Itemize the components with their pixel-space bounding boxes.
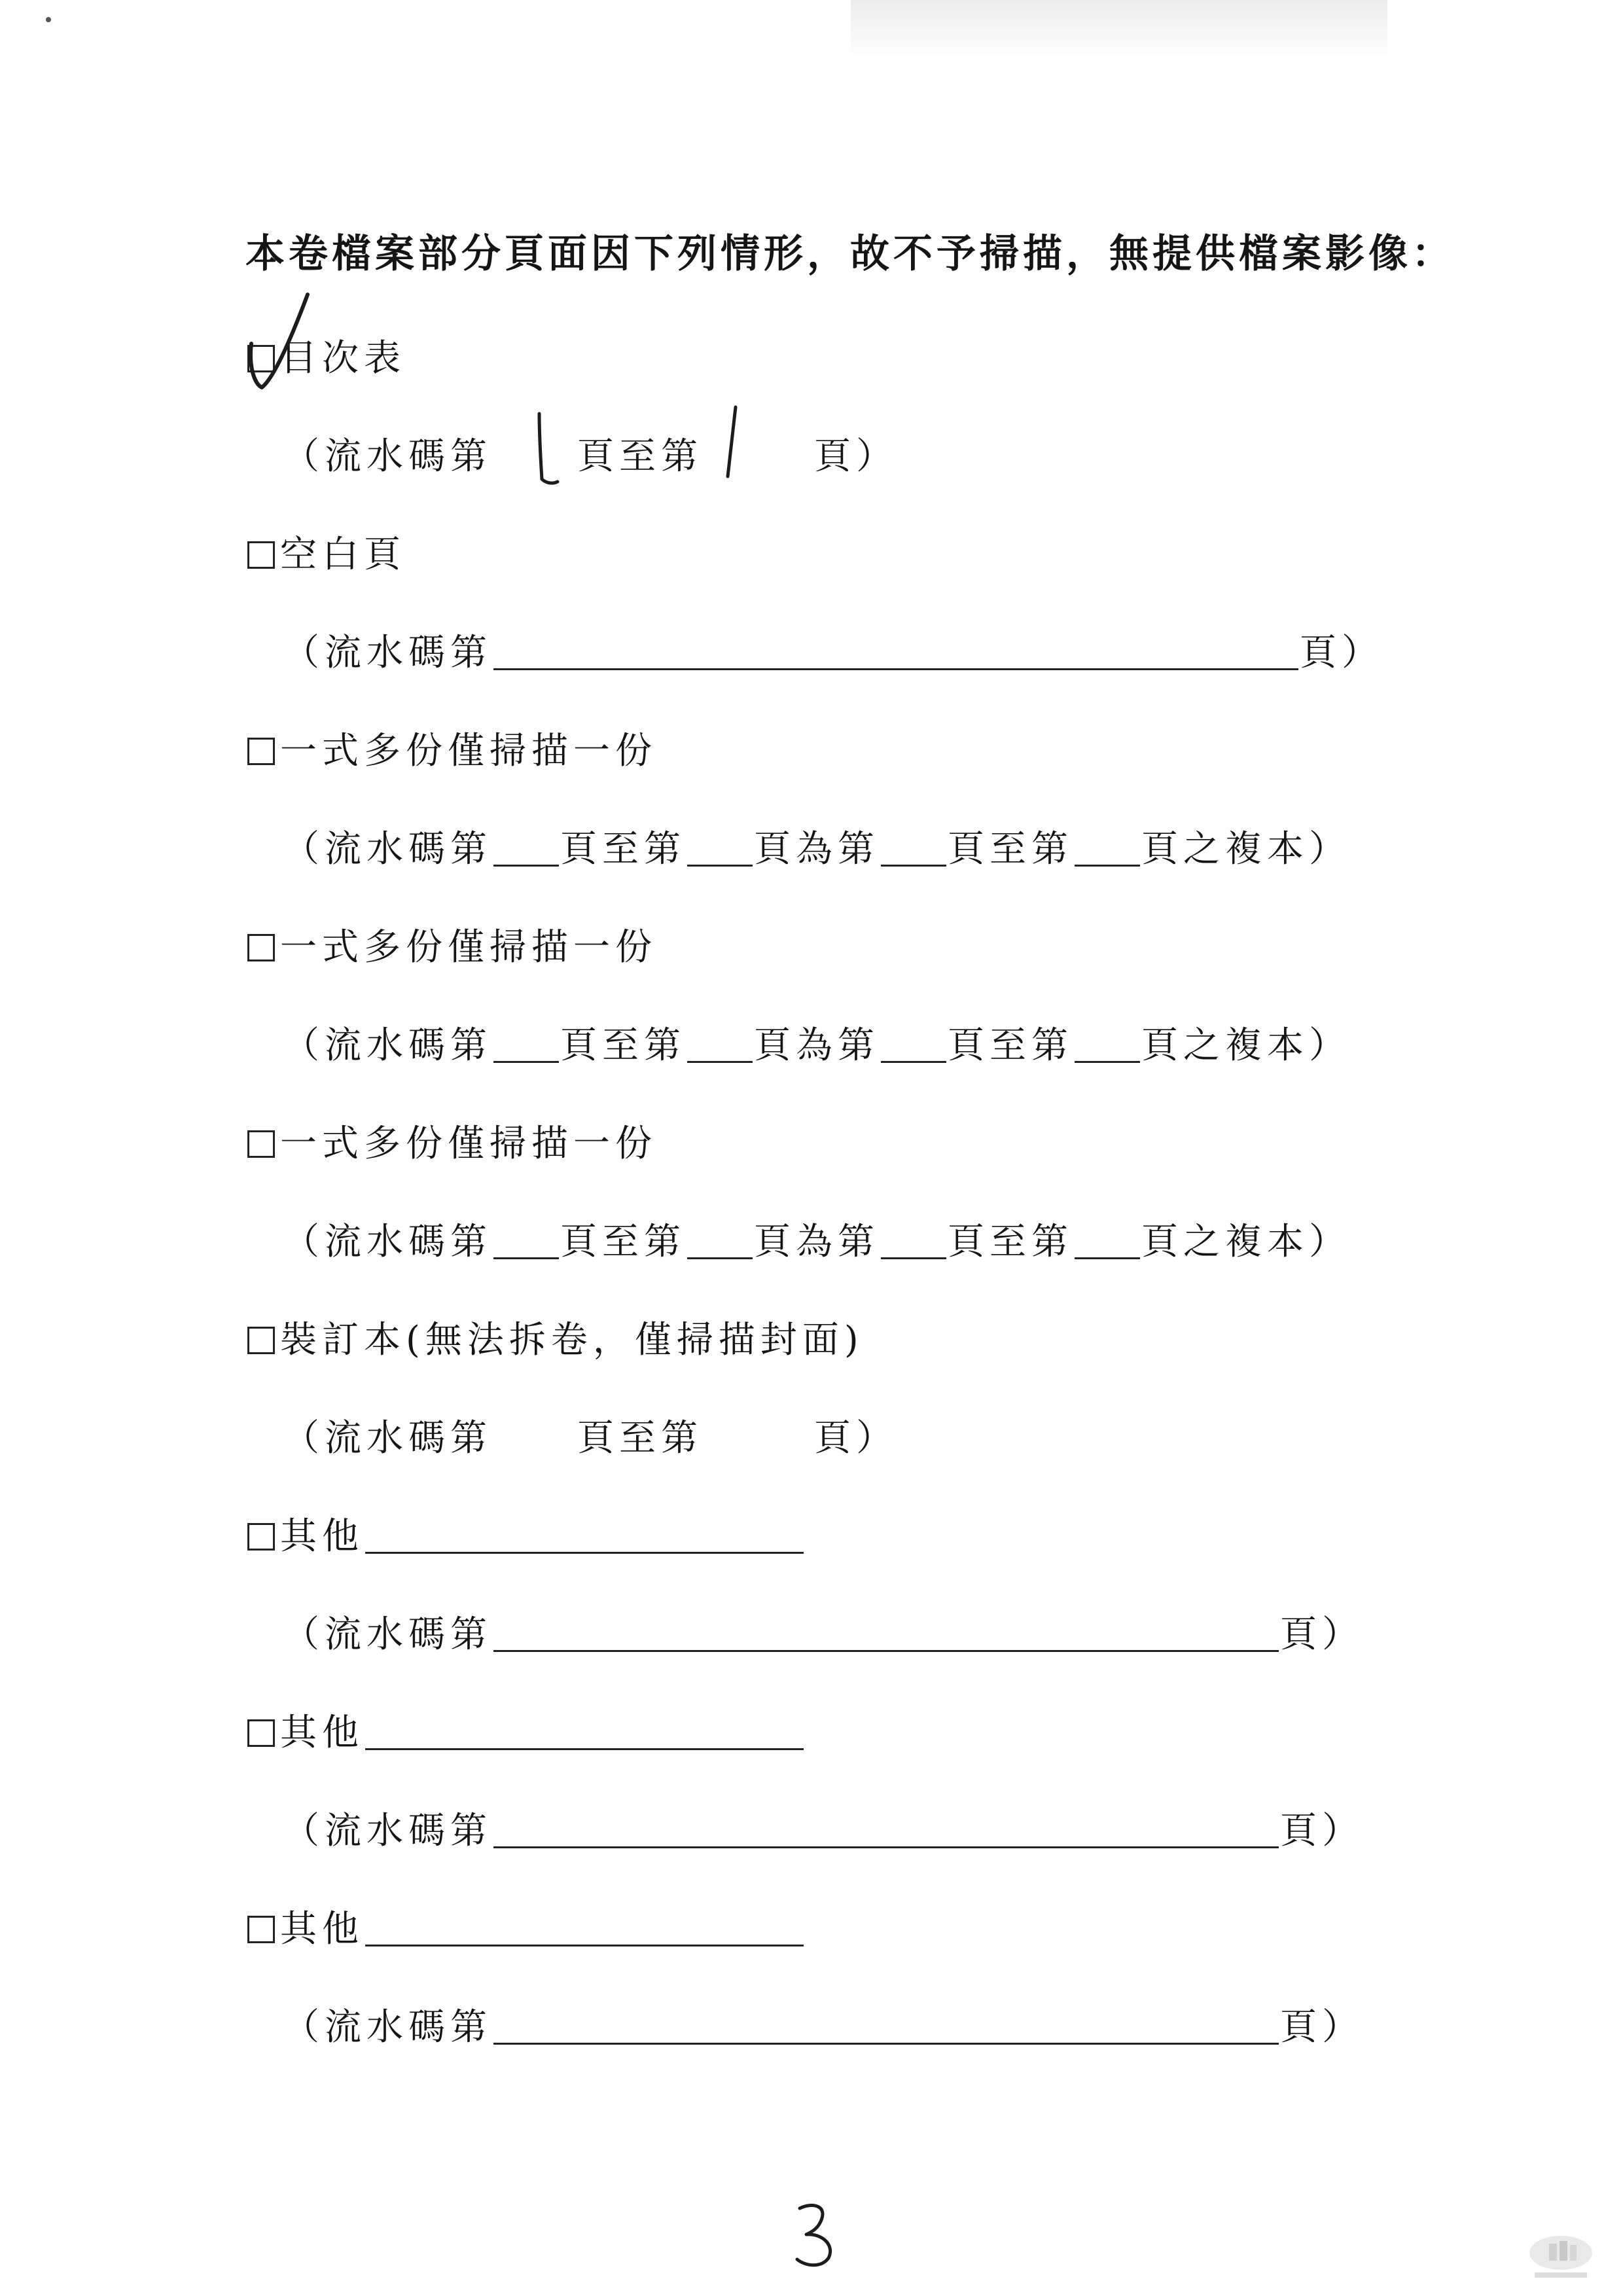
item-other-label: 其他 bbox=[280, 1712, 364, 1754]
item-multi-copy-label: 一式多份僅掃描一份 bbox=[280, 730, 657, 772]
item-other-1-range bbox=[283, 1609, 1364, 1661]
serial-prefix-text: （流水碼第 bbox=[283, 1417, 492, 1460]
field-copy-from[interactable] bbox=[881, 1225, 946, 1259]
page-to-text: 頁至第 bbox=[560, 1024, 686, 1067]
item-multi-copy-1-range bbox=[283, 823, 1351, 876]
copy-suffix-text: 頁之複本） bbox=[1141, 1024, 1351, 1067]
item-blank-page bbox=[247, 529, 406, 581]
page-to-text: 頁至第 bbox=[577, 435, 703, 478]
page-suffix-text: 頁） bbox=[1280, 1810, 1364, 1852]
page-to-text: 頁至第 bbox=[948, 828, 1073, 870]
item-multi-copy-2 bbox=[247, 922, 657, 974]
page-suffix-text: 頁） bbox=[814, 1417, 898, 1460]
checkbox-multi-copy-2[interactable] bbox=[247, 934, 275, 961]
item-bound-label: 裝訂本(無法拆卷，僅掃描封面) bbox=[280, 1319, 864, 1361]
item-other-label: 其他 bbox=[280, 1515, 364, 1558]
serial-prefix-text: （流水碼第 bbox=[283, 1221, 492, 1263]
item-blank-page-label: 空白頁 bbox=[280, 533, 406, 576]
serial-prefix-text: （流水碼第 bbox=[283, 1613, 492, 1656]
item-other-3-range bbox=[283, 2001, 1364, 2054]
page-is-text: 頁為第 bbox=[754, 828, 880, 870]
other-description-field[interactable] bbox=[365, 1912, 804, 1946]
serial-prefix-text: （流水碼第 bbox=[283, 828, 492, 870]
checkbox-multi-copy-3[interactable] bbox=[247, 1130, 275, 1158]
field-from[interactable] bbox=[493, 1029, 559, 1063]
page-suffix-text: 頁） bbox=[1280, 1613, 1364, 1656]
item-toc-label: 目次表 bbox=[280, 337, 406, 380]
field-to[interactable] bbox=[687, 1029, 753, 1063]
archive-logo-watermark bbox=[1522, 2231, 1600, 2283]
field-from[interactable] bbox=[493, 833, 559, 867]
page-to-text: 頁至第 bbox=[577, 1417, 703, 1460]
field-to[interactable] bbox=[687, 1225, 753, 1259]
checkbox-bound[interactable] bbox=[247, 1327, 275, 1354]
field-copy-from[interactable] bbox=[881, 833, 946, 867]
page-to-text: 頁至第 bbox=[948, 1221, 1073, 1263]
page-to-text: 頁至第 bbox=[560, 828, 686, 870]
item-bound-range bbox=[283, 1412, 898, 1465]
handwritten-toc-to-number bbox=[713, 401, 753, 486]
bound-to-field[interactable] bbox=[703, 1422, 814, 1456]
serial-prefix-text: （流水碼第 bbox=[283, 1024, 492, 1067]
field-copy-from[interactable] bbox=[881, 1029, 946, 1063]
field-copy-to[interactable] bbox=[1075, 1225, 1140, 1259]
serial-prefix-text: （流水碼第 bbox=[283, 2006, 492, 2049]
checkbox-other-3[interactable] bbox=[247, 1916, 275, 1943]
handwritten-toc-from-number bbox=[524, 406, 563, 491]
page-title: 本卷檔案部分頁面因下列情形，故不予掃描，無提供檔案影像： bbox=[245, 231, 1455, 277]
serial-prefix-text: （流水碼第 bbox=[283, 1810, 492, 1852]
scan-speck bbox=[46, 17, 51, 22]
other-range-field[interactable] bbox=[493, 1814, 1279, 1848]
page-suffix-text: 頁） bbox=[814, 435, 898, 478]
item-multi-copy-2-range bbox=[283, 1020, 1351, 1072]
other-range-field[interactable] bbox=[493, 2011, 1279, 2045]
item-multi-copy-label: 一式多份僅掃描一份 bbox=[280, 1122, 657, 1165]
page-to-text: 頁至第 bbox=[948, 1024, 1073, 1067]
item-toc-range bbox=[283, 431, 898, 483]
field-to[interactable] bbox=[687, 833, 753, 867]
serial-prefix-text: （流水碼第 bbox=[283, 435, 492, 478]
page-is-text: 頁為第 bbox=[754, 1221, 880, 1263]
blank-page-field[interactable] bbox=[493, 636, 1298, 670]
page-suffix-text: 頁） bbox=[1300, 632, 1383, 674]
copy-suffix-text: 頁之複本） bbox=[1141, 1221, 1351, 1263]
page-is-text: 頁為第 bbox=[754, 1024, 880, 1067]
copy-suffix-text: 頁之複本） bbox=[1141, 828, 1351, 870]
scan-shadow bbox=[851, 0, 1387, 59]
checkbox-other-1[interactable] bbox=[247, 1523, 275, 1551]
item-other-label: 其他 bbox=[280, 1908, 364, 1950]
item-other-2-range bbox=[283, 1805, 1364, 1857]
field-copy-to[interactable] bbox=[1075, 833, 1140, 867]
item-other-3 bbox=[247, 1903, 805, 1956]
item-multi-copy-label: 一式多份僅掃描一份 bbox=[280, 926, 657, 969]
checkbox-other-2[interactable] bbox=[247, 1719, 275, 1747]
checkbox-multi-copy-1[interactable] bbox=[247, 738, 275, 765]
field-copy-to[interactable] bbox=[1075, 1029, 1140, 1063]
handwritten-page-number bbox=[791, 2199, 843, 2271]
other-description-field[interactable] bbox=[365, 1716, 804, 1750]
other-range-field[interactable] bbox=[493, 1618, 1279, 1652]
page-to-text: 頁至第 bbox=[560, 1221, 686, 1263]
item-multi-copy-3-range bbox=[283, 1216, 1351, 1268]
item-other-1 bbox=[247, 1511, 805, 1563]
checkbox-blank-page[interactable] bbox=[247, 541, 275, 569]
item-blank-page-range bbox=[283, 627, 1383, 679]
item-multi-copy-3 bbox=[247, 1118, 657, 1170]
item-other-2 bbox=[247, 1707, 805, 1759]
item-multi-copy-1 bbox=[247, 725, 657, 778]
page-suffix-text: 頁） bbox=[1280, 2006, 1364, 2049]
bound-from-field[interactable] bbox=[492, 1422, 577, 1456]
handwritten-check-mark-icon bbox=[242, 281, 321, 399]
serial-prefix-text: （流水碼第 bbox=[283, 632, 492, 674]
field-from[interactable] bbox=[493, 1225, 559, 1259]
item-bound bbox=[247, 1314, 864, 1367]
other-description-field[interactable] bbox=[365, 1520, 804, 1554]
